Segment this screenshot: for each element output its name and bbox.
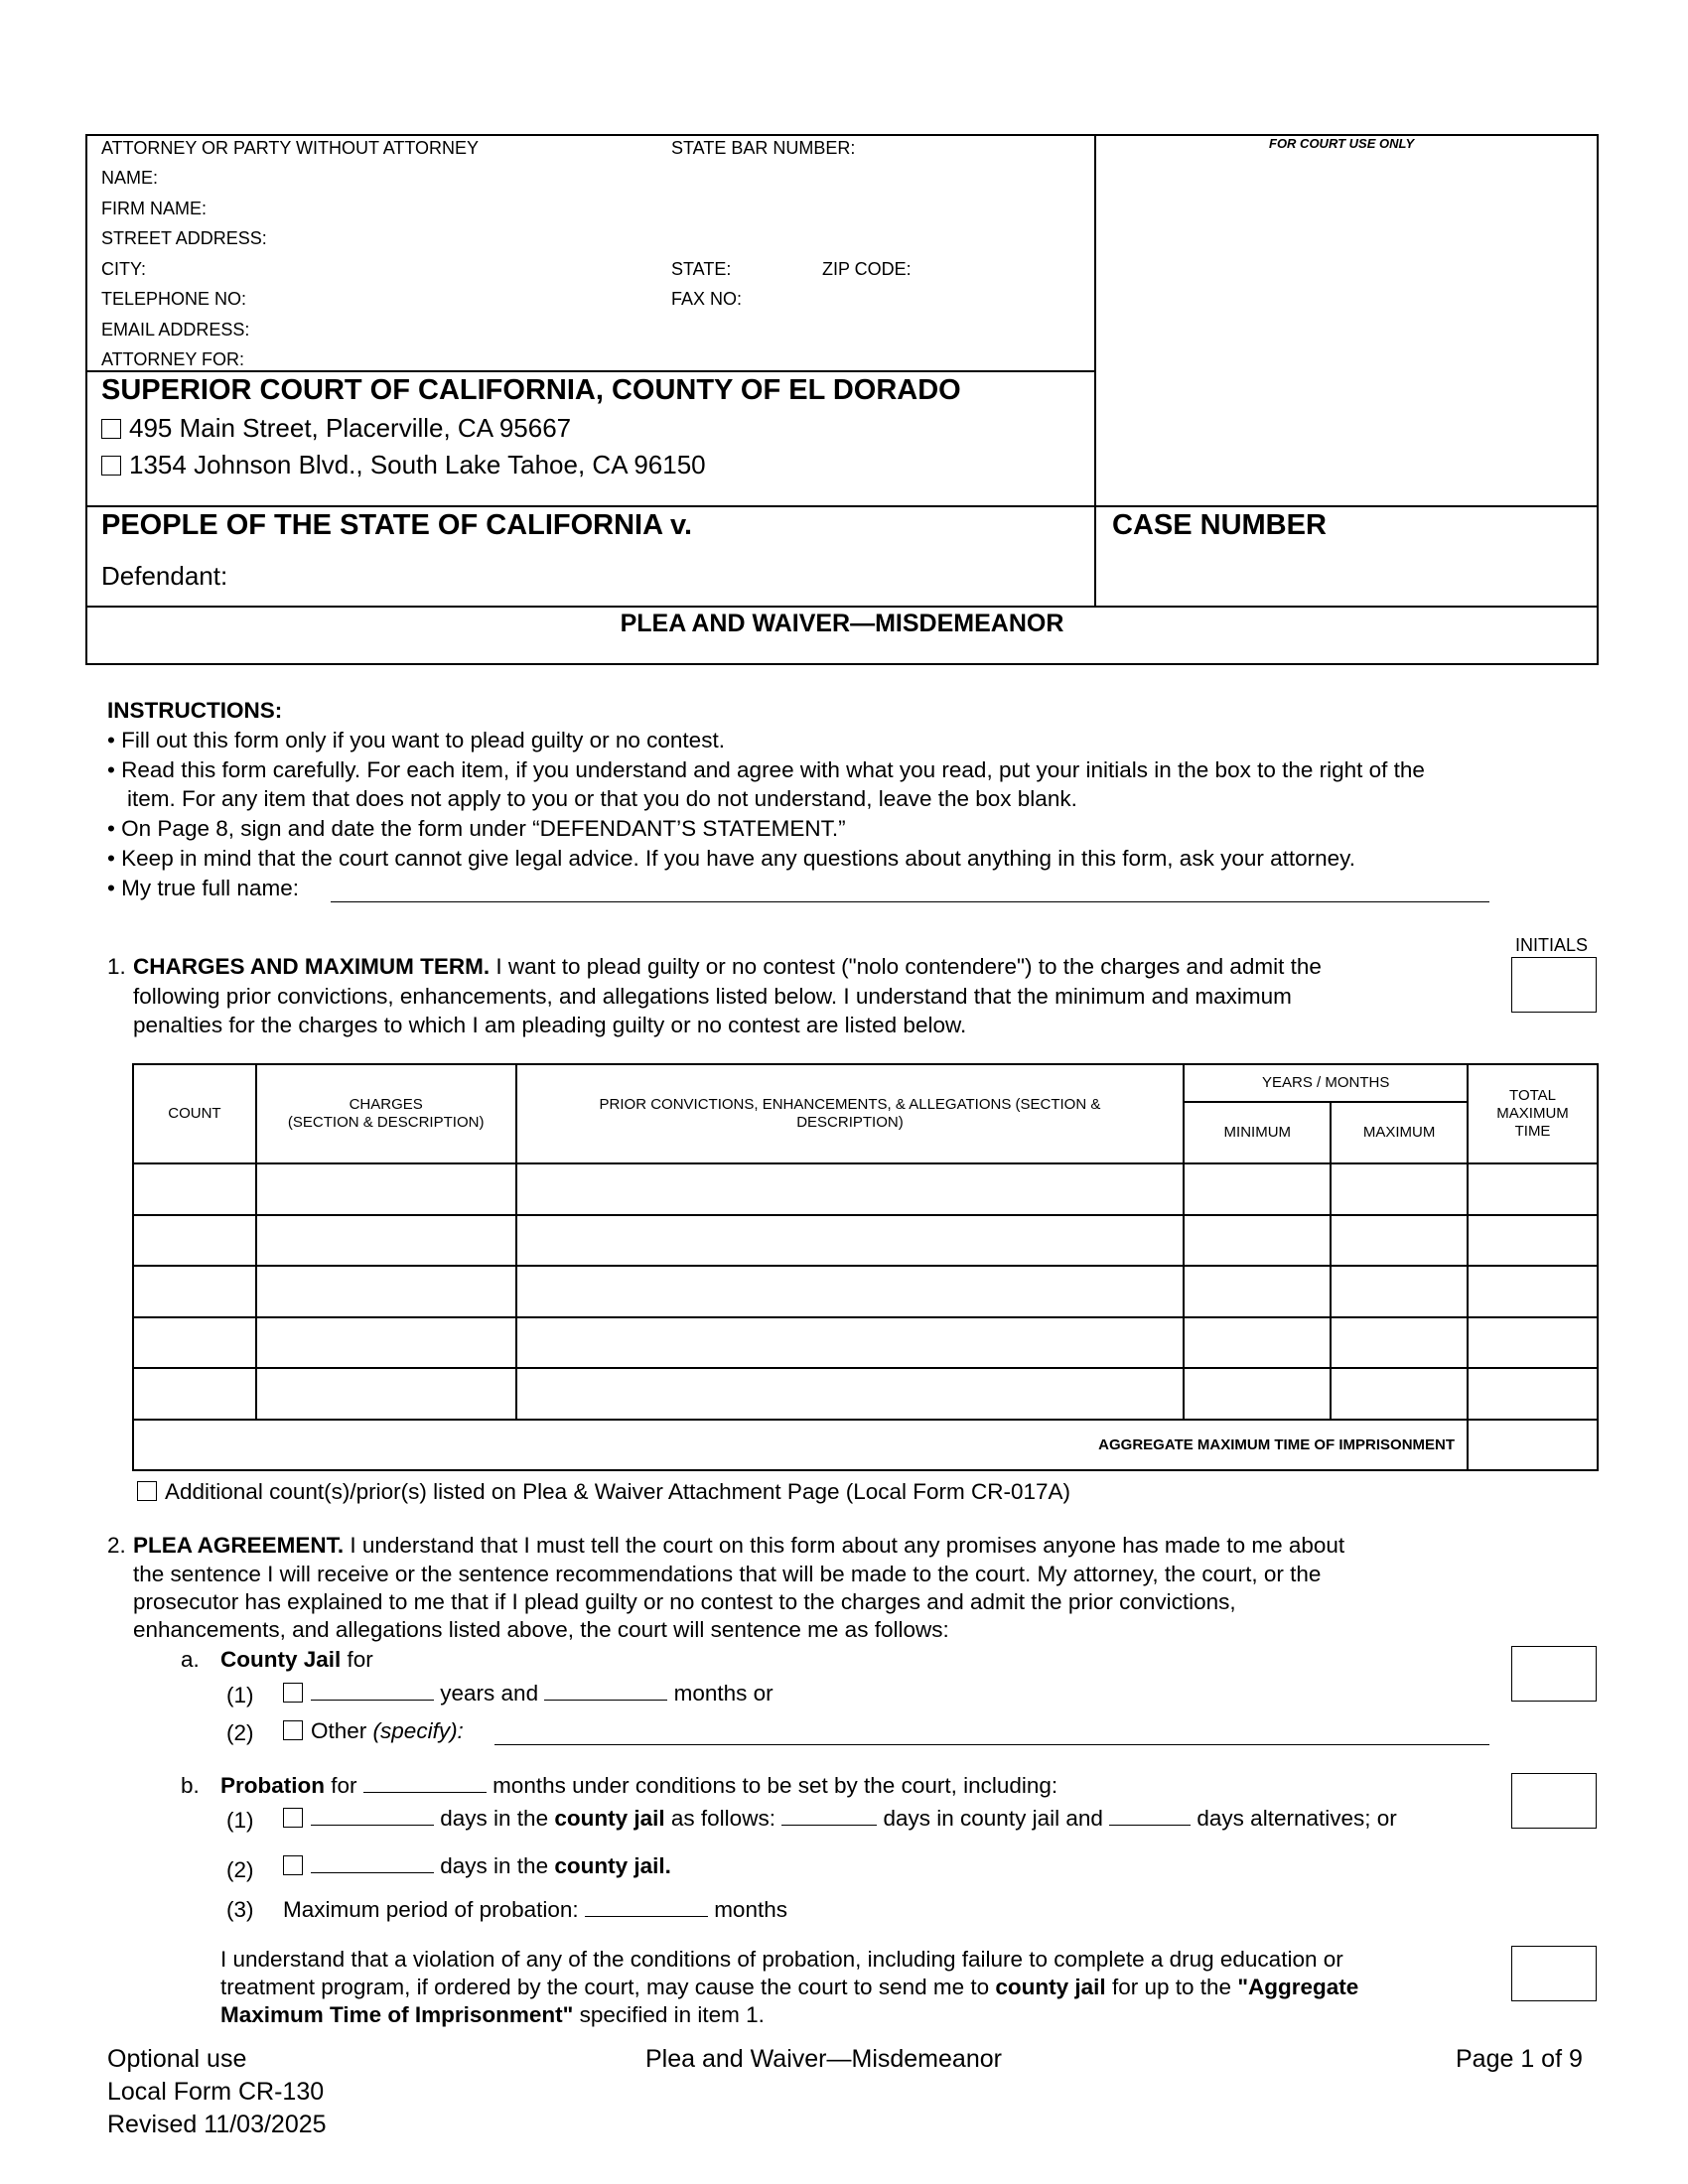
court-name: SUPERIOR COURT OF CALIFORNIA, COUNTY OF EL DORADO [101, 374, 961, 406]
minimum-cell[interactable] [1184, 1317, 1331, 1368]
minimum-cell[interactable] [1184, 1368, 1331, 1420]
attorney-for-label: ATTORNEY FOR: [101, 349, 245, 369]
count-cell[interactable] [133, 1163, 256, 1215]
zip-code-label: ZIP CODE: [822, 259, 912, 279]
understanding-line-2: treatment program, if ordered by the court, may cause the court to send me to county jail for up to the "Aggregate [220, 1975, 1359, 1999]
initials-label: INITIALS [1515, 935, 1589, 955]
header-charges: CHARGES (SECTION & DESCRIPTION) [256, 1064, 516, 1163]
total-cell[interactable] [1468, 1215, 1598, 1266]
total-cell[interactable] [1468, 1317, 1598, 1368]
footer-optional-use: Optional use [107, 2045, 247, 2073]
aggregate-label: AGGREGATE MAXIMUM TIME OF IMPRISONMENT [1098, 1436, 1456, 1453]
maximum-cell[interactable] [1331, 1266, 1468, 1317]
header-maximum: MAXIMUM [1331, 1102, 1468, 1163]
minimum-cell[interactable] [1184, 1215, 1331, 1266]
instruction-bullet-5: • My true full name: [107, 876, 299, 900]
count-cell[interactable] [133, 1317, 256, 1368]
full-name-field[interactable] [331, 901, 1489, 902]
city-label: CITY: [101, 259, 147, 279]
additional-counts-option[interactable] [137, 1478, 1070, 1506]
prior-cell[interactable] [516, 1266, 1185, 1317]
item-2b1-row: days in the county jail as follows: days in county jail and days alternatives; or [283, 1805, 1397, 1833]
attorney-label: ATTORNEY OR PARTY WITHOUT ATTORNEY [101, 138, 480, 158]
placerville-address-option[interactable] [101, 413, 571, 444]
total-cell[interactable] [1468, 1163, 1598, 1215]
south-lake-tahoe-address-option[interactable] [101, 450, 706, 480]
footer-revised-date: Revised 11/03/2025 [107, 2111, 327, 2138]
form-title: PLEA AND WAIVER—MISDEMEANOR [620, 610, 1064, 637]
table-row [133, 1215, 1598, 1266]
court-section-divider [85, 505, 1599, 507]
table-row [133, 1266, 1598, 1317]
probation-county-jail-days-field[interactable] [311, 1852, 434, 1873]
item-2b2-number: (2) [226, 1857, 254, 1882]
court-use-label: FOR COURT USE ONLY [1269, 136, 1415, 151]
instructions-heading: INSTRUCTIONS: [107, 698, 283, 723]
footer-page-number: Page 1 of 9 [1456, 2045, 1583, 2073]
header-count: COUNT [133, 1064, 256, 1163]
maximum-cell[interactable] [1331, 1368, 1468, 1420]
charges-cell[interactable] [256, 1163, 516, 1215]
item-2a-label: a. [181, 1647, 200, 1672]
instruction-bullet-2: • Read this form carefully. For each item, if you understand and agree with what you read, put your initials in the box to the right of the [107, 757, 1425, 782]
item-2-line-2: the sentence I will receive or the sentence recommendations that will be made to the court. My attorney, the court, or the [133, 1562, 1322, 1586]
header-prior-convictions: PRIOR CONVICTIONS, ENHANCEMENTS, & ALLEGATIONS (SECTION & DESCRIPTION) [516, 1064, 1185, 1163]
item-2b3-row: Maximum period of probation: months [283, 1897, 787, 1922]
item-1-line-1: CHARGES AND MAXIMUM TERM. I want to plead guilty or no contest ("nolo contendere") to the charges and admit the [133, 954, 1322, 979]
item-2a2-row: Other (specify): [283, 1717, 464, 1745]
initials-box-item-2b[interactable] [1511, 1773, 1597, 1829]
prior-cell[interactable] [516, 1215, 1185, 1266]
jail-months-field[interactable] [544, 1680, 667, 1701]
probation-county-jail-checkbox[interactable] [283, 1855, 303, 1875]
additional-counts-checkbox[interactable] [137, 1481, 157, 1501]
charges-cell[interactable] [256, 1317, 516, 1368]
defendant-label: Defendant: [101, 561, 228, 591]
footer-form-number: Local Form CR-130 [107, 2078, 325, 2106]
south-lake-tahoe-checkbox[interactable] [101, 456, 121, 476]
additional-counts-label: Additional count(s)/prior(s) listed on Plea & Waiver Attachment Page (Local Form CR-017A) [165, 1479, 1071, 1504]
prior-cell[interactable] [516, 1163, 1185, 1215]
jail-term-checkbox[interactable] [283, 1683, 303, 1703]
telephone-label: TELEPHONE NO: [101, 289, 247, 309]
case-caption: PEOPLE OF THE STATE OF CALIFORNIA v. [101, 509, 693, 541]
instruction-bullet-3: • On Page 8, sign and date the form under “DEFENDANT’S STATEMENT.” [107, 816, 846, 841]
charges-cell[interactable] [256, 1368, 516, 1420]
fax-label: FAX NO: [671, 289, 743, 309]
jail-other-checkbox[interactable] [283, 1720, 303, 1740]
item-1-line-2: following prior convictions, enhancements, and allegations listed below. I understand that the minimum and maximum [133, 984, 1292, 1009]
total-cell[interactable] [1468, 1266, 1598, 1317]
jail-years-field[interactable] [311, 1680, 434, 1701]
charges-table [132, 1063, 1599, 1471]
total-cell[interactable] [1468, 1368, 1598, 1420]
count-cell[interactable] [133, 1215, 256, 1266]
table-row [133, 1317, 1598, 1368]
days-alternatives-field[interactable] [1109, 1805, 1191, 1826]
item-2a-title: County Jail for [220, 1647, 373, 1672]
initials-box-item-2-understanding[interactable] [1511, 1946, 1597, 2001]
street-address-label: STREET ADDRESS: [101, 228, 267, 248]
item-1-line-3: penalties for the charges to which I am pleading guilty or no contest are listed below. [133, 1013, 967, 1037]
item-2b2-row: days in the county jail. [283, 1852, 671, 1880]
minimum-cell[interactable] [1184, 1266, 1331, 1317]
header-total-maximum-time: TOTAL MAXIMUM TIME [1468, 1064, 1598, 1163]
max-probation-months-field[interactable] [585, 1896, 708, 1917]
aggregate-value-cell[interactable] [1468, 1420, 1598, 1470]
title-section-divider [85, 606, 1599, 608]
probation-jail-alternatives-checkbox[interactable] [283, 1808, 303, 1828]
item-2b3-number: (3) [226, 1897, 254, 1922]
item-2-line-4: enhancements, and allegations listed above, the court will sentence me as follows: [133, 1617, 949, 1642]
name-label: NAME: [101, 168, 159, 188]
jail-other-field[interactable] [494, 1744, 1489, 1745]
initials-box-item-1[interactable] [1511, 957, 1597, 1013]
header-years-months: YEARS / MONTHS [1184, 1064, 1468, 1102]
charges-cell[interactable] [256, 1215, 516, 1266]
south-lake-tahoe-address: 1354 Johnson Blvd., South Lake Tahoe, CA 96150 [129, 450, 706, 479]
understanding-line-3: Maximum Time of Imprisonment" specified in item 1. [220, 2002, 765, 2027]
aggregate-label-cell [133, 1420, 1468, 1470]
footer-form-title: Plea and Waiver—Misdemeanor [645, 2045, 1002, 2073]
item-2a1-number: (1) [226, 1683, 254, 1707]
table-row [133, 1163, 1598, 1215]
item-2b-label: b. [181, 1773, 200, 1798]
count-cell[interactable] [133, 1266, 256, 1317]
probation-days-field[interactable] [311, 1805, 434, 1826]
attorney-section-divider [85, 370, 1095, 372]
charges-cell[interactable] [256, 1266, 516, 1317]
item-2-number: 2. [107, 1533, 126, 1558]
email-label: EMAIL ADDRESS: [101, 320, 250, 340]
item-2b1-number: (1) [226, 1808, 254, 1833]
placerville-address: 495 Main Street, Placerville, CA 95667 [129, 413, 572, 443]
item-2-line-3: prosecutor has explained to me that if I plead guilty or no contest to the charges and admit the prior convictions, [133, 1589, 1236, 1614]
maximum-cell[interactable] [1331, 1215, 1468, 1266]
initials-box-item-2a[interactable] [1511, 1646, 1597, 1702]
case-number-label: CASE NUMBER [1112, 509, 1327, 541]
probation-months-field[interactable] [363, 1772, 487, 1793]
state-bar-label: STATE BAR NUMBER: [671, 138, 856, 158]
instruction-bullet-1: • Fill out this form only if you want to plead guilty or no contest. [107, 728, 725, 752]
table-row [133, 1368, 1598, 1420]
header-minimum: MINIMUM [1184, 1102, 1331, 1163]
item-1-number: 1. [107, 954, 126, 979]
item-2-line-1: PLEA AGREEMENT. I understand that I must tell the court on this form about any promises anyone has made to me about [133, 1533, 1345, 1558]
item-2b-row: Probation for months under conditions to be set by the court, including: [220, 1773, 1058, 1798]
prior-cell[interactable] [516, 1317, 1185, 1368]
maximum-cell[interactable] [1331, 1163, 1468, 1215]
understanding-line-1: I understand that a violation of any of the conditions of probation, including failure to complete a drug education or [220, 1947, 1343, 1972]
days-in-jail-field[interactable] [781, 1805, 877, 1826]
state-label: STATE: [671, 259, 732, 279]
prior-cell[interactable] [516, 1368, 1185, 1420]
item-2a2-number: (2) [226, 1720, 254, 1745]
firm-name-label: FIRM NAME: [101, 199, 207, 218]
placerville-checkbox[interactable] [101, 419, 121, 439]
minimum-cell[interactable] [1184, 1163, 1331, 1215]
item-2a1-row: years and months or [283, 1680, 774, 1707]
instruction-bullet-2-cont: item. For any item that does not apply to you or that you do not understand, leave the box blank. [127, 786, 1077, 811]
maximum-cell[interactable] [1331, 1317, 1468, 1368]
count-cell[interactable] [133, 1368, 256, 1420]
instruction-bullet-4: • Keep in mind that the court cannot give legal advice. If you have any questions about anything in this form, ask your attorney. [107, 846, 1355, 871]
